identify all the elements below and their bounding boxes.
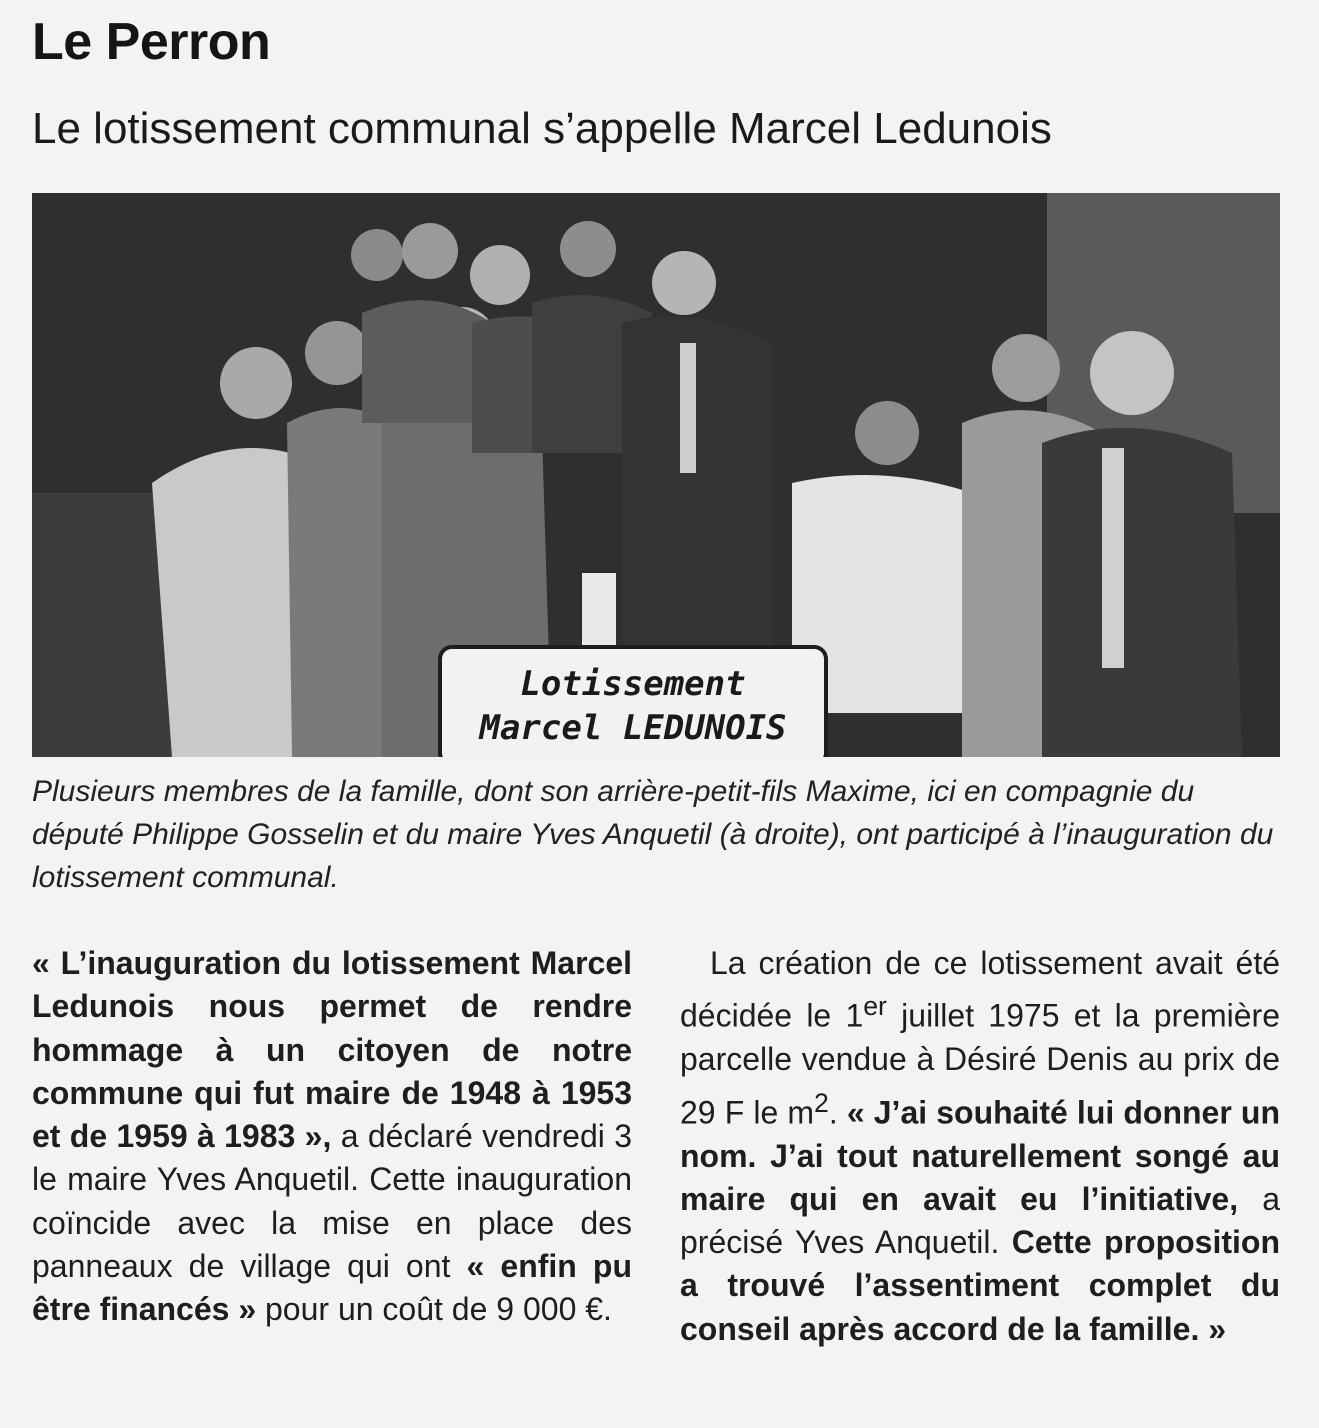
left-text-1: a déclaré vendredi 3 le maire Yves Anquetil. Cette inauguration coïncide avec la mise en place des panneaux de village qui ont xyxy=(32,1118,633,1285)
left-paragraph xyxy=(32,942,632,1332)
right-text-3: . xyxy=(828,1094,847,1131)
street-sign xyxy=(438,645,828,757)
section-title: Le Perron xyxy=(32,13,271,71)
article-headline: Le lotissement communal s’appelle Marcel Ledunois xyxy=(32,104,1052,153)
article-column-left xyxy=(32,942,632,1332)
right-text-1: La création de ce lotissement avait été décidée le 1 xyxy=(680,945,1280,1034)
photo-caption: Plusieurs membres de la famille, dont son arrière-petit-fils Maxime, ici en compagnie du député Philippe Gosselin et du maire Yves Anquetil (à droite), ont participé à l’inauguration du lotissement communal. xyxy=(32,775,1274,894)
article-column-right xyxy=(680,942,1280,1351)
sign-line-1: Lotissement xyxy=(520,664,746,704)
right-bold-2: Cette proposition a trouvé l’assentiment complet du conseil après accord de la famille. » xyxy=(680,1224,1281,1347)
right-text-4: a précisé Yves Anquetil. xyxy=(680,1180,1281,1261)
sign-line-2: Marcel LEDUNOIS xyxy=(479,708,787,748)
right-bold-1: « J’ai souhaité lui donner un nom. J’ai tout naturellement songé au maire qui en avait eu l’initiative, xyxy=(680,1094,1281,1217)
right-paragraph xyxy=(680,942,1280,1351)
right-text-2: juillet 1975 et la première parcelle vendue à Désiré Denis au prix de 29 F le m xyxy=(680,997,1280,1131)
right-sup-2: 2 xyxy=(814,1087,829,1118)
article-photo xyxy=(32,193,1280,757)
right-sup-1: er xyxy=(863,991,887,1022)
left-text-2: pour un coût de 9 000 €. xyxy=(256,1291,612,1328)
left-bold-2: « enfin pu être financés » xyxy=(32,1248,633,1328)
opening-quote: « L’inauguration du lotissement Marcel Ledunois nous permet de rendre hommage à un citoyen de notre commune qui fut maire de 1948 à 1953 et de 1959 à 1983 », xyxy=(32,945,632,1155)
